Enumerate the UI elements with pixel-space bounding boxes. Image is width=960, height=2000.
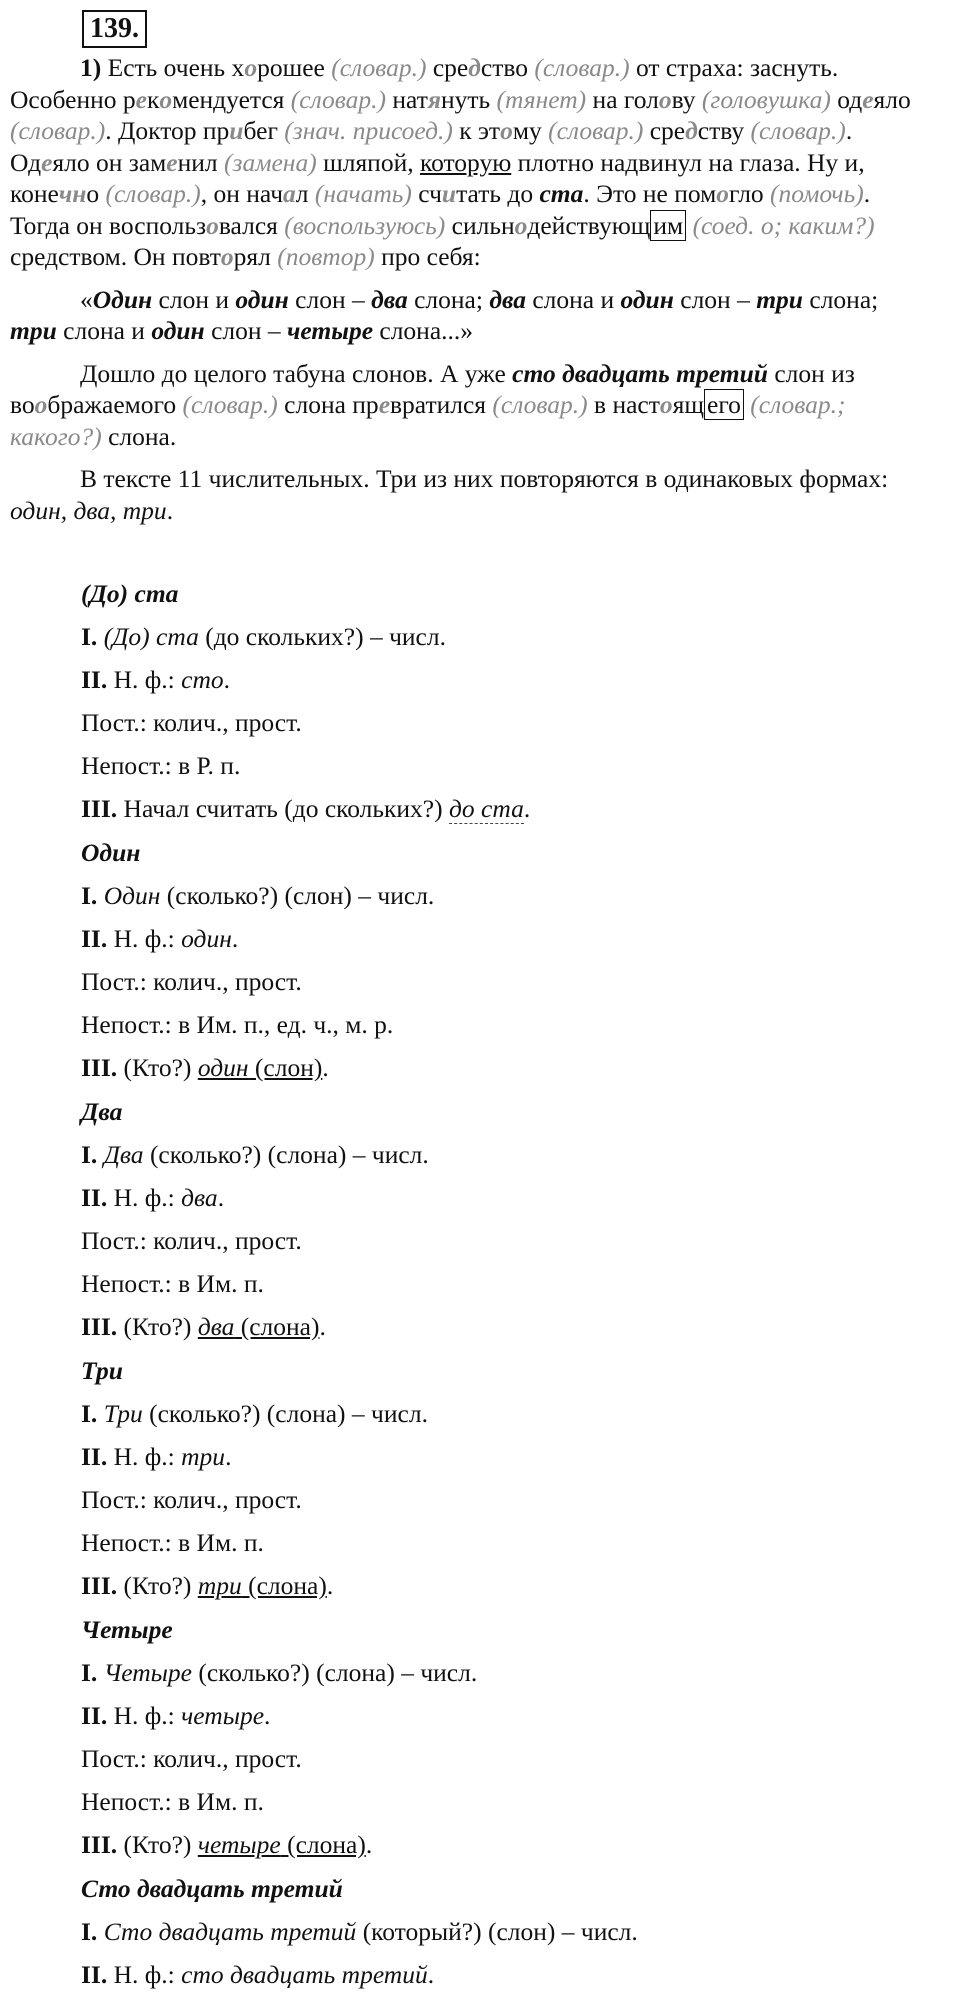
section-line-nepost: Непост.: в Им. п.: [81, 1269, 264, 1298]
section-line-iii: III. (Кто?) три (слона).: [81, 1571, 334, 1600]
section-heading: Один: [81, 838, 141, 867]
section-line-i: I. Сто двадцать третий (который?) (слон) – числ.: [81, 1917, 638, 1946]
section-heading: (До) ста: [81, 579, 179, 608]
section-line-i: I. Три (сколько?) (слона) – числ.: [81, 1399, 428, 1428]
section-line-i: I. (До) ста (до скольких?) – числ.: [81, 622, 446, 651]
section-line-post: Пост.: колич., прост.: [81, 708, 302, 737]
section-chetyre: [81, 1614, 941, 1860]
quote-paragraph: «Один слон и один слон – два слона; два слона и один слон – три слона; три слона и один слон – четыре слона...»: [10, 284, 879, 345]
paragraph-4: В тексте 11 числительных. Три из них повторяются в одинаковых формах: один, два, три.: [10, 464, 889, 525]
section-line-i: I. Четыре (сколько?) (слона) – числ.: [81, 1658, 478, 1687]
section-line-i: I. Один (сколько?) (слон) – числ.: [81, 881, 435, 910]
section-line-post: Пост.: колич., прост.: [81, 1226, 302, 1255]
section-heading: Два: [81, 1097, 123, 1126]
section-line-iii: III. (Кто?) один (слон).: [81, 1053, 329, 1082]
section-line-iii: III. (Кто?) два (слона).: [81, 1312, 326, 1341]
section-line-ii: II. Н. ф.: четыре.: [81, 1701, 271, 1730]
section-sta: [81, 578, 941, 824]
section-line-iii: III. Начал считать (до скольких?) до ста.: [81, 794, 531, 823]
section-line-i: I. Два (сколько?) (слона) – числ.: [81, 1140, 429, 1169]
section-line-ii: II. Н. ф.: два.: [81, 1183, 225, 1212]
section-line-iii: III. (Кто?) четыре (слона).: [81, 1830, 373, 1859]
section-sto-dvadtsat-tretiy: [81, 1873, 941, 1990]
section-odin: [81, 837, 941, 1083]
section-heading: Четыре: [81, 1615, 173, 1644]
paragraph-3: Дошло до целого табуна слонов. А уже сто двадцать третий слон из воображаемого (словар.) слона превратился (словар.) в настоящ его (словар.; какого?) слона.: [10, 358, 855, 451]
section-heading: Сто двадцать третий: [81, 1874, 343, 1903]
section-line-ii: II. Н. ф.: сто двадцать третий.: [81, 1960, 435, 1989]
intro-paragraph: 1) Есть очень хорошее (словар.) средство (словар.) от страха: заснуть. Особенно рекомендуется (словар.) натянуть (тянет) на голову (головушка) одеяло (словар.). Доктор прибег (знач. присоед.) к этому (словар.) средству (словар.). Одеяло он заменил (замена) шляпой, которую плотно надвинул на глаза. Ну и, конечно (словар.), он начал (начать) считать до ста. Это не помогло (помочь). Тогда он воспользовался (воспользуюсь) сильнодействующ им (соед. о; каким?) средством. Он повторял (повтор) про себя:: [10, 53, 911, 271]
section-tri: [81, 1355, 941, 1601]
section-line-post: Пост.: колич., прост.: [81, 1744, 302, 1773]
intro-text: [10, 52, 922, 526]
section-line-nepost: Непост.: в Им. п.: [81, 1528, 264, 1557]
section-line-ii: II. Н. ф.: сто.: [81, 665, 230, 694]
section-line-ii: II. Н. ф.: один.: [81, 924, 239, 953]
section-dva: [81, 1096, 941, 1342]
section-line-post: Пост.: колич., прост.: [81, 967, 302, 996]
section-line-nepost: Непост.: в Р. п.: [81, 751, 241, 780]
exercise-number: 139.: [82, 10, 147, 48]
section-line-ii: II. Н. ф.: три.: [81, 1442, 232, 1471]
section-line-nepost: Непост.: в Им. п., ед. ч., м. р.: [81, 1010, 394, 1039]
section-line-post: Пост.: колич., прост.: [81, 1485, 302, 1514]
section-heading: Три: [81, 1356, 123, 1385]
section-line-nepost: Непост.: в Им. п.: [81, 1787, 264, 1816]
